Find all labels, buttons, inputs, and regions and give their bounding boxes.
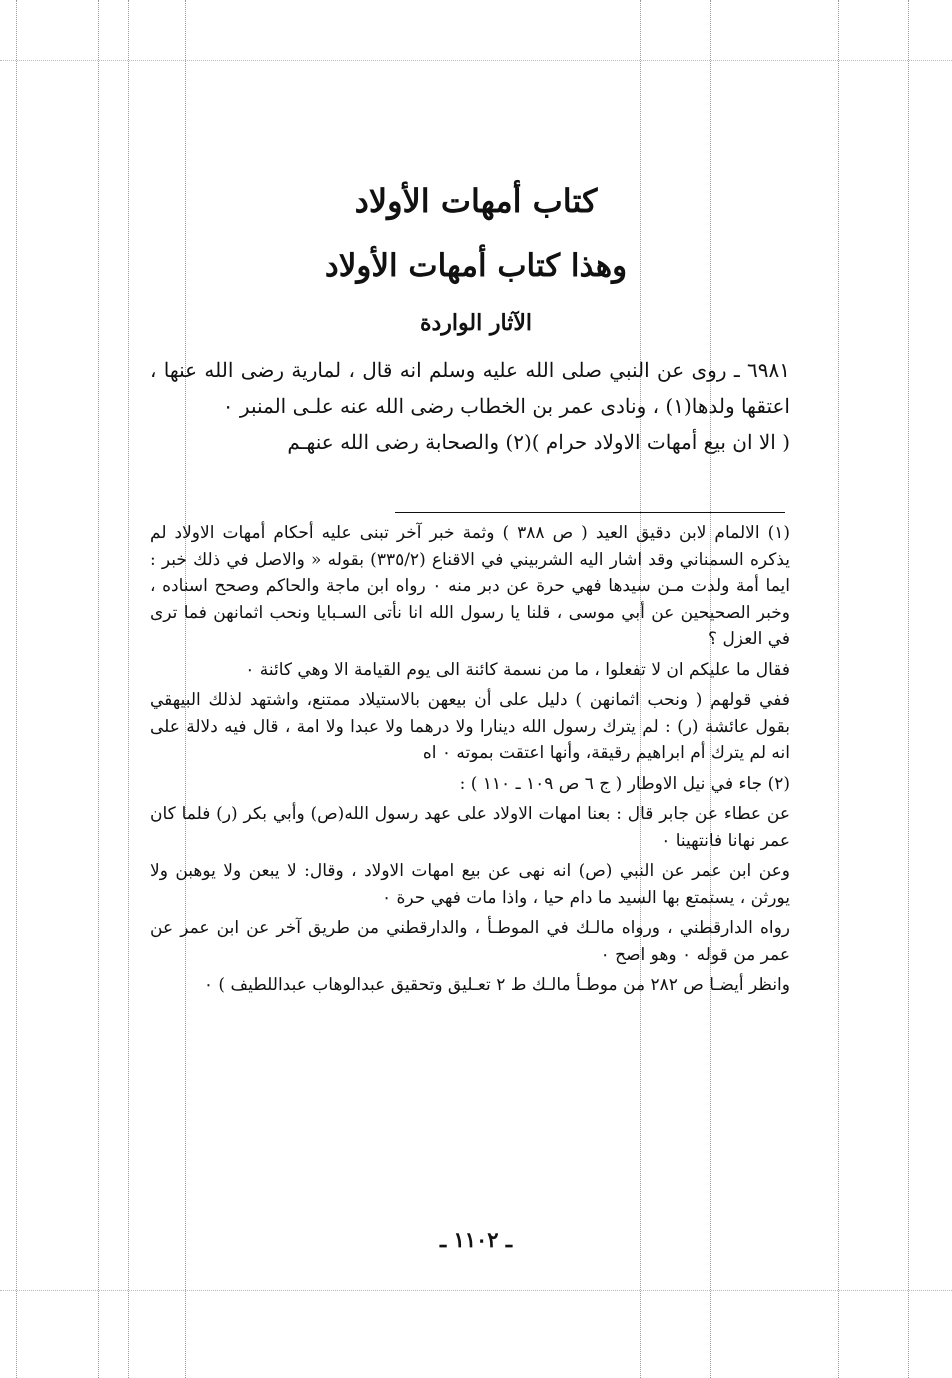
footnote-separator <box>395 512 785 513</box>
footnote-paragraph: (١) الالمام لابن دقيق العيد ( ص ٣٨٨ ) وثمة خبر آخر تبنى عليه أحكام أمهات الاولاد لم يذكره السمناني وقد اشار اليه الشربيني في الاقناع (٣٣٥/٢) بقوله « والاصل في ذلك خبر : ايما أمة ولدت مـن سيدها فهي حرة عن دبر منه ٠ رواه ابن ماجة والحاكم وصحح اسناده ، وخبر الصحيحين عن أبي موسى ، قلنا يا رسول الله انا نأتى السـبايا ونحب اثمانهن فما ترى في العزل ؟ <box>150 523 791 649</box>
footnote-paragraph: وعن ابن عمر عن النبي (ص) انه نهى عن بيع امهات الاولاد ، وقال: لا يبعن ولا يوهبن ولا يورثن ، يستمتع بها السيد ما دام حيا ، واذا مات فهي حرة ٠ <box>150 861 790 908</box>
section-title: الآثار الواردة <box>419 310 532 336</box>
footnote-paragraph: عن عطاء عن جابر قال : بعنا امهات الاولاد على عهد رسول الله(ص) وأبي بكر (ر) فلما كان عمر نهانا فانتهينا ٠ <box>150 804 790 851</box>
footnote-paragraph: رواه الدارقطني ، ورواه مالـك في الموطـأ ، والدارقطني من طريق آخر عن ابن عمر عن عمر من قوله ٠ وهو اصح ٠ <box>150 918 790 965</box>
main-text <box>150 352 790 460</box>
book-title: كتاب أمهات الأولاد <box>354 182 598 220</box>
scan-dot-line <box>0 60 952 61</box>
footnote-paragraph: وانظر أيضـا ص ٢٨٢ من موطـأ مالـك ط ٢ تعـليق وتحقيق عبدالوهاب عبداللطيف ) ٠ <box>203 975 790 995</box>
footnote-paragraph: (٢) جاء في نيل الاوطار ( ج ٦ ص ١٠٩ ـ ١١٠ ) : <box>459 773 790 794</box>
main-paragraph: ٦٩٨١ ـ روى عن النبي صلى الله عليه وسلم انه قال ، لمارية رضى الله عنها ، اعتقها ولدها(١) ، ونادى عمر بن الخطاب رضى الله عنه علـى المنبر ٠ <box>150 358 790 418</box>
scan-dot-line <box>0 1290 952 1291</box>
footnotes <box>150 520 790 1003</box>
main-paragraph: ( الا ان بيع أمهات الاولاد حرام )(٢) والصحابة رضى الله عنهـم <box>287 430 790 454</box>
page-number: ـ ١١٠٢ ـ <box>439 1227 513 1252</box>
footnote-paragraph: فقال ما عليكم ان لا تفعلوا ، ما من نسمة كائنة الى يوم القيامة الا وهي كائنة ٠ <box>245 659 790 680</box>
footnote-paragraph: ففي قولهم ( ونحب اثمانهن ) دليل على أن بيعهن بالاستيلاد ممتنع، واشتهد لذلك البيهقي بقول عائشة (ر) : لم يترك رسول الله دينارا ولا درهما ولا عبدا ولا امة ، قال فيه دلالة على انه لم يترك أم ابراهيم رقيقة، وأنها اعتقت بموته ٠ اه <box>150 690 790 763</box>
book-subtitle: وهذا كتاب أمهات الأولاد <box>324 248 628 284</box>
